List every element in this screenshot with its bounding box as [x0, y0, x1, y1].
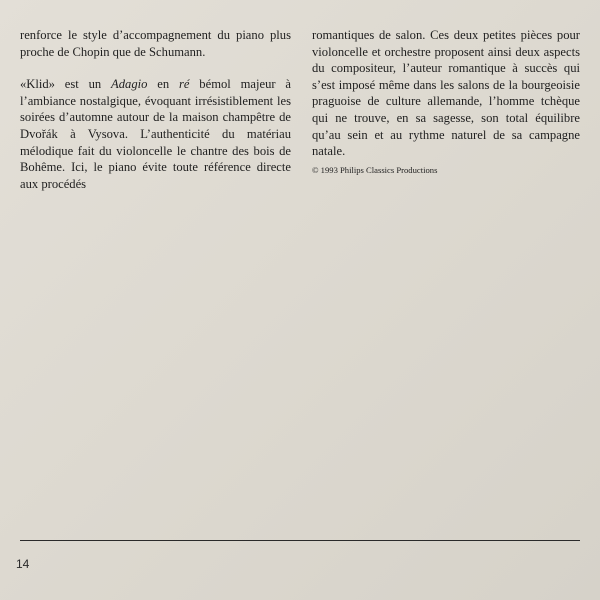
klid-text-3: bémol majeur à l’ambiance nostalgique, évoquant irrésistiblement les soirées d’automne autour de la maison champêtre de Dvořák à Vysova. L’authenticité du matériau mélodique fait du violoncelle le chantre des bois de Bohême. Ici, le piano évite toute référence directe aux procédés	[20, 77, 291, 191]
right-column	[312, 27, 580, 176]
footer-rule	[20, 540, 580, 541]
paragraph-spacer	[20, 60, 291, 76]
klid-text-1: «Klid» est un	[20, 77, 112, 92]
paragraph-klid	[20, 76, 291, 192]
page-number: 14	[16, 557, 30, 571]
paragraph-salon: romantiques de salon. Ces deux petites pièces pour violoncelle et orchestre proposent ainsi deux aspects du compositeur, l’auteur romantique à succès qui s’est imposé même dans les salons de la bourgeoisie praguoise de culture allemande, l’homme tchèque qui ne trouve, en sa sagesse, son total équilibre qu’au sein et au rythme naturel de sa campagne natale.	[312, 28, 580, 159]
left-column	[20, 27, 291, 192]
key-marking-re: ré	[178, 77, 190, 92]
klid-text-2: en	[147, 77, 179, 92]
copyright-notice: © 1993 Philips Classics Productions	[312, 164, 438, 175]
tempo-marking-adagio: Adagio	[111, 77, 148, 92]
paragraph-continuation: renforce le style d’accompagnement du piano plus proche de Chopin que de Schumann.	[20, 28, 291, 59]
